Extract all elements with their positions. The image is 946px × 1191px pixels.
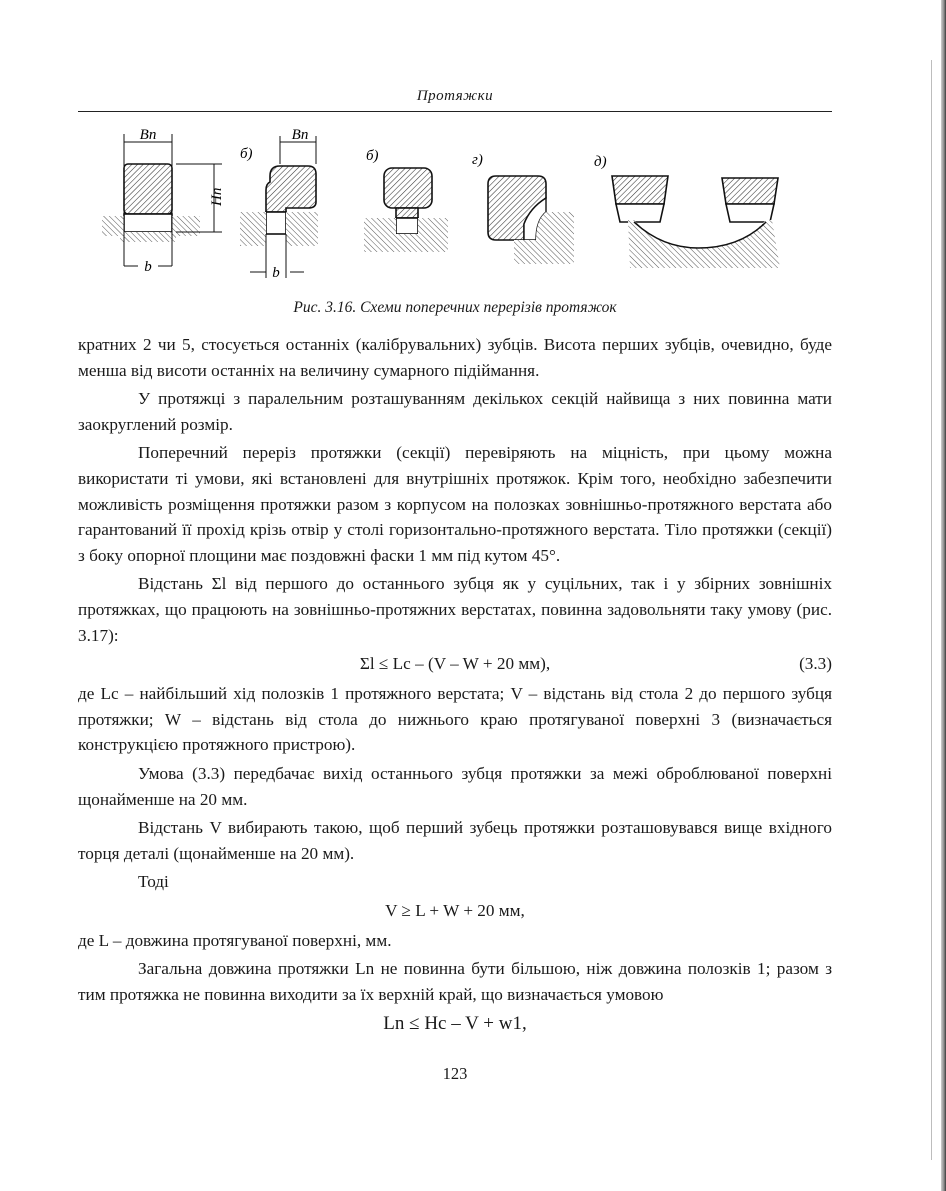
section-a xyxy=(102,128,225,275)
cross-sections-drawing xyxy=(100,128,800,288)
body-text xyxy=(78,332,832,1053)
label-base-b: b xyxy=(272,265,280,281)
paragraph-6: Умова (3.3) передбачає вихід останнього зубця протяжки за межі оброблюваної поверхні щонайменше на 20 мм. xyxy=(78,763,832,809)
formula-ln-expression: Ln ≤ Hc – V + w1, xyxy=(383,1012,527,1034)
label-width-b: Bп xyxy=(291,128,309,143)
section-v xyxy=(364,148,448,252)
figure-cross-sections xyxy=(100,128,800,288)
scan-edge xyxy=(941,0,946,1191)
formula-3-3-number: (3.3) xyxy=(799,654,832,674)
paragraph-8: Тоді xyxy=(138,872,169,892)
scan-edge-line xyxy=(931,60,932,1160)
label-base-a: b xyxy=(144,259,152,275)
label-width-a: Bп xyxy=(139,128,157,143)
paragraph-5: де Lc – найбільший хід полозків 1 протяжного верстата; V – відстань від стола 2 до першого зубця протяжки; W – відстань від стола до нижнього краю протягуваної поверхні 3 (визначається конструкцією протяжного пристрою). xyxy=(78,684,832,755)
formula-v xyxy=(78,898,832,926)
section-g xyxy=(472,152,574,264)
section-d xyxy=(594,154,780,268)
label-panel-b: б) xyxy=(240,146,253,162)
header-rule xyxy=(78,111,832,112)
paragraph-4: Відстань Σl від першого до останнього зубця як у суцільних, так і у збірних зовнішніх протяжках, що працюють на зовнішньо-протяжних верстатах, повинна задовольняти таку умову (рис. 3.17): xyxy=(78,574,832,645)
paragraph-7: Відстань V вибирають такою, щоб перший зубець протяжки розташовувався вище вхідного торця деталі (щонайменше на 20 мм). xyxy=(78,818,832,863)
page-number: 123 xyxy=(442,1064,468,1083)
label-panel-d: д) xyxy=(594,154,607,170)
paragraph-1: кратних 2 чи 5, стосується останніх (калібрувальних) зубців. Висота перших зубців, очевидно, буде менша від висоти останніх на величину сумарного підіймання. xyxy=(78,335,832,380)
label-height: Hп xyxy=(209,187,225,206)
label-panel-v: б) xyxy=(366,148,379,164)
paragraph-9: де L – довжина протягуваної поверхні, мм. xyxy=(78,930,392,950)
formula-v-expression: V ≥ L + W + 20 мм, xyxy=(385,900,525,920)
paragraph-10: Загальна довжина протяжки Ln не повинна бути більшою, ніж довжина полозків 1; разом з тим протяжка не повинна виходити за їх верхній край, що визначається умовою xyxy=(78,959,832,1005)
running-title: Протяжки xyxy=(416,88,494,104)
paragraph-2: У протяжці з паралельним розташуванням декількох секцій найвища з них повинна мати заокруглений розмір. xyxy=(78,389,832,434)
formula-ln xyxy=(78,1011,832,1051)
paragraph-3: Поперечний переріз протяжки (секції) перевіряють на міцність, при цьому можна використати ті умови, які встановлені для внутрішніх протяжок. Крім того, необхідно забезпечити можливість розміщення протяжки разом з корпусом на полозках зовнішньо-протяжного верстата або гарантований її прохід крізь отвір у столі горизонтально-протяжного верстата. Тіло протяжки (секції) з боку опорної площини має поздовжні фаски 1 мм під кутом 45°. xyxy=(78,443,832,565)
label-panel-g: г) xyxy=(472,152,483,168)
section-b xyxy=(240,128,318,281)
figure-caption: Рис. 3.16. Схеми поперечних перерізів протяжок xyxy=(293,299,617,316)
formula-3-3-expression: Σl ≤ Lc – (V – W + 20 мм), xyxy=(359,654,551,674)
formula-3-3 xyxy=(78,651,832,679)
